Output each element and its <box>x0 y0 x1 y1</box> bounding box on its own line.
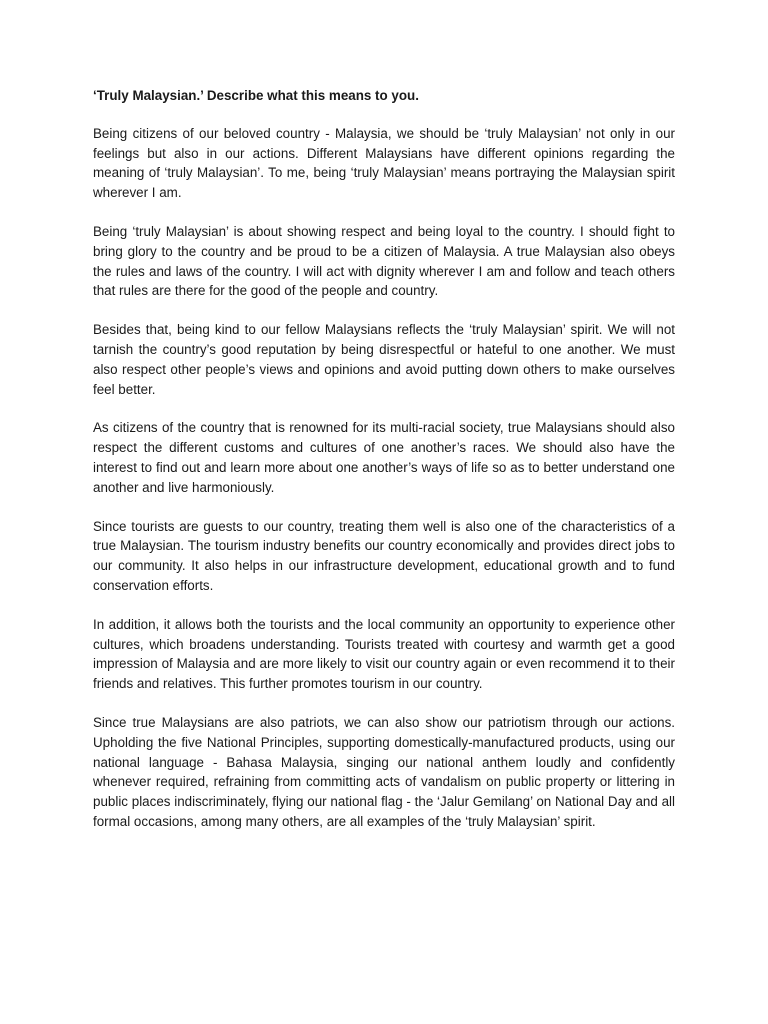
paragraph-4: As citizens of the country that is renowned for its multi-racial society, true Malaysians should also respect the different customs and cultures of one another’s races. We should also have the interest to find out and learn more about one another’s ways of life so as to better understand one another and live harmoniously. <box>93 420 675 495</box>
paragraph-6: In addition, it allows both the tourists and the local community an opportunity to experience other cultures, which broadens understanding. Tourists treated with courtesy and warmth get a good impression of Malaysia and are more likely to visit our country again or even recommend it to their friends and relatives. This further promotes tourism in our country. <box>93 616 675 692</box>
essay-page <box>93 86 675 851</box>
paragraph-7: Since true Malaysians are also patriots, we can also show our patriotism through our actions. Upholding the five National Principles, supporting domestically-manufactured products, using our national language - Bahasa Malaysia, singing our national anthem loudly and confidently whenever required, refraining from committing acts of vandalism on public property or littering in public places indiscriminately, flying our national flag - the ‘Jalur Gemilang’ on National Day and all formal occasions, among many others, are all examples of the ‘truly Malaysian’ spirit. <box>93 714 675 829</box>
paragraph-2: Being ‘truly Malaysian’ is about showing respect and being loyal to the country. I should fight to bring glory to the country and be proud to be a citizen of Malaysia. A true Malaysian also obeys the rules and laws of the country. I will act with dignity wherever I am and follow and teach others that rules are there for the good of the people and country. <box>93 223 675 299</box>
paragraph-5: Since tourists are guests to our country, treating them well is also one of the characteristics of a true Malaysian. The tourism industry benefits our country economically and provides direct jobs to our community. It also helps in our infrastructure development, educational growth and to fund conservation efforts. <box>93 518 675 593</box>
paragraph-1: Being citizens of our beloved country - Malaysia, we should be ‘truly Malaysian’ not only in our feelings but also in our actions. Different Malaysians have different opinions regarding the meaning of ‘truly Malaysian’. To me, being ‘truly Malaysian’ means portraying the Malaysian spirit wherever I am. <box>93 125 675 201</box>
essay-title: ‘Truly Malaysian.’ Describe what this means to you. <box>93 88 419 103</box>
paragraph-3: Besides that, being kind to our fellow Malaysians reflects the ‘truly Malaysian’ spirit. We will not tarnish the country’s good reputation by being disrespectful or hateful to one another. We must also respect other people’s views and opinions and avoid putting down others to make ourselves feel better. <box>93 322 675 397</box>
